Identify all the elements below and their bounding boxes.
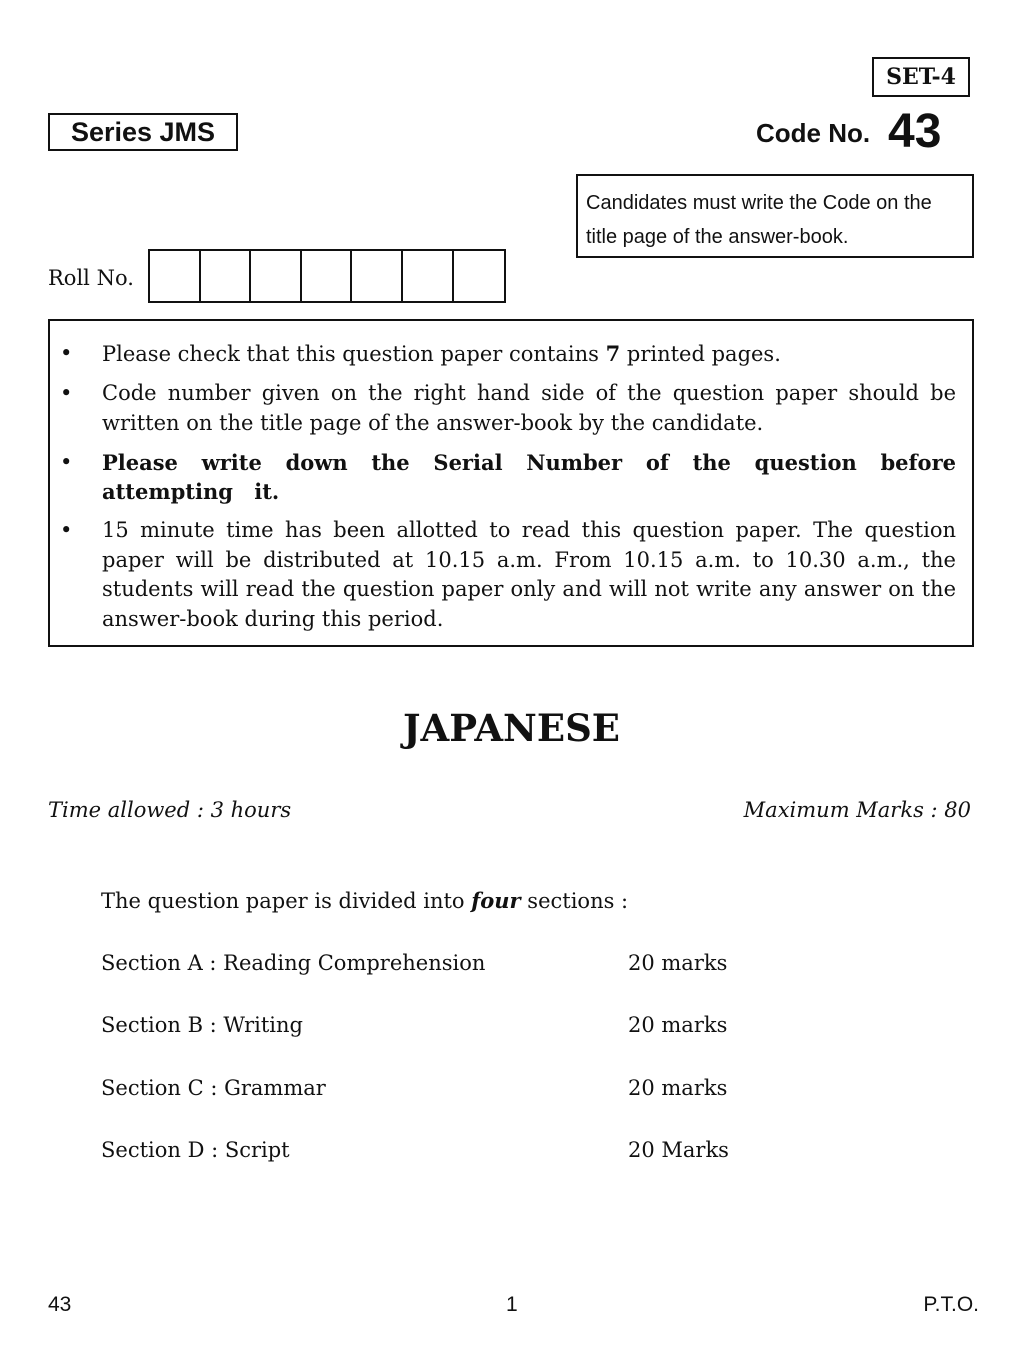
instruction-text: Code number given on the right hand side of the question paper should be written on the title page of the answer-book by the candidate. bbox=[102, 381, 956, 435]
footer-code: 43 bbox=[48, 1293, 72, 1316]
roll-cell[interactable] bbox=[201, 251, 252, 301]
section-d-label: Section D : Script bbox=[101, 1138, 290, 1162]
section-c-marks: 20 marks bbox=[628, 1076, 728, 1100]
pto-label: P.T.O. bbox=[923, 1293, 979, 1316]
instructions-box bbox=[48, 319, 974, 647]
series-badge: Series JMS bbox=[48, 113, 238, 151]
roll-cell[interactable] bbox=[251, 251, 302, 301]
section-a-label: Section A : Reading Comprehension bbox=[101, 951, 486, 975]
instructions-list bbox=[58, 339, 956, 634]
bullet-icon: • bbox=[60, 341, 73, 365]
candidate-note: Candidates must write the Code on the title page of the answer-book. bbox=[586, 192, 932, 248]
instruction-text: 15 minute time has been allotted to read this question paper. The question paper will be distributed at 10.15 a.m. From 10.15 a.m. to 10.30 a.m., the students will read the question paper only and will not write any answer on the answer-book during this period. bbox=[102, 518, 956, 631]
section-c-label: Section C : Grammar bbox=[101, 1076, 326, 1100]
bullet-icon: • bbox=[60, 381, 73, 405]
roll-label: Roll No. bbox=[48, 266, 134, 290]
instruction-text: Please write down the Serial Number of the question before attempting it. bbox=[102, 449, 956, 504]
section-b-label: Section B : Writing bbox=[101, 1013, 303, 1037]
instruction-item bbox=[58, 448, 956, 507]
time-allowed: Time allowed : 3 hours bbox=[48, 798, 292, 822]
instruction-item bbox=[58, 516, 956, 634]
roll-cell[interactable] bbox=[403, 251, 454, 301]
roll-number-grid bbox=[148, 249, 506, 303]
bullet-icon: • bbox=[60, 518, 73, 542]
maximum-marks: Maximum Marks : 80 bbox=[743, 798, 971, 822]
instruction-item bbox=[58, 339, 956, 370]
sections-intro: The question paper is divided into four sections : bbox=[101, 888, 629, 913]
section-d-marks: 20 Marks bbox=[628, 1138, 729, 1162]
roll-cell[interactable] bbox=[454, 251, 505, 301]
instruction-item bbox=[58, 379, 956, 438]
roll-cell[interactable] bbox=[150, 251, 201, 301]
instruction-text: Please check that this question paper contains 7 printed pages. bbox=[102, 341, 781, 366]
paper-title: JAPANESE bbox=[403, 706, 620, 750]
page-number: 1 bbox=[506, 1293, 518, 1316]
bullet-icon: • bbox=[60, 449, 73, 474]
code-label: Code No. bbox=[756, 118, 871, 148]
roll-cell[interactable] bbox=[352, 251, 403, 301]
section-a-marks: 20 marks bbox=[628, 951, 728, 975]
set-badge: SET-4 bbox=[872, 57, 970, 97]
roll-cell[interactable] bbox=[302, 251, 353, 301]
candidate-note-box bbox=[576, 174, 974, 258]
code-number: 43 bbox=[888, 105, 942, 158]
section-b-marks: 20 marks bbox=[628, 1013, 728, 1037]
